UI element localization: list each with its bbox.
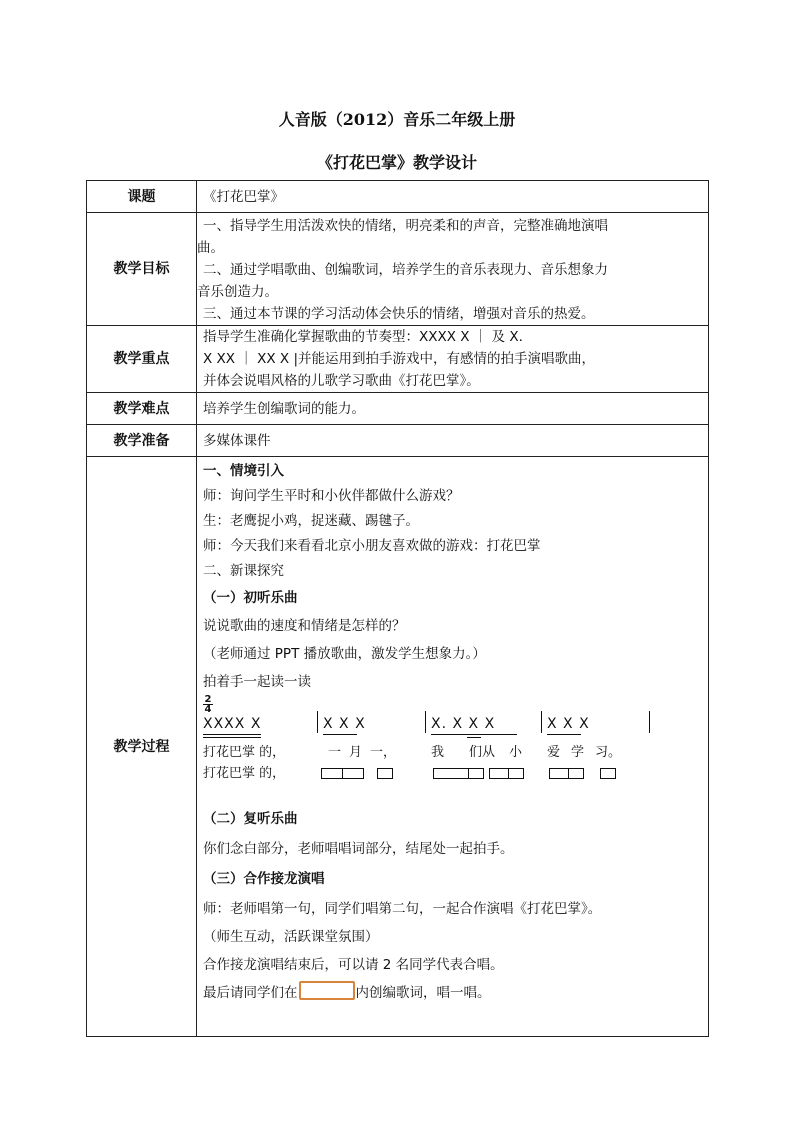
lyric: 打花巴掌 的， [203, 745, 286, 760]
label-key: 教学重点 [87, 326, 197, 393]
document-title: 人音版（2012）音乐二年级上册 [278, 110, 516, 129]
underline-beam [431, 734, 517, 735]
lyric: 打花巴掌 的， [203, 766, 286, 781]
value-key [197, 326, 709, 393]
lyric: 们从 [469, 745, 496, 760]
bar-line [649, 711, 650, 733]
value-difficulty: 培养学生创编歌词的能力。 [197, 393, 709, 425]
process-line: 生：老鹰捉小鸡，捉迷藏、踢毽子。 [203, 513, 419, 529]
blank-box [342, 768, 364, 779]
goal-line: 三、通过本节课的学习活动体会快乐的情绪，增强对音乐的热爱。 [203, 306, 595, 322]
process-line-final [203, 981, 702, 1006]
subsection-heading: （二）复听乐曲 [203, 811, 298, 827]
lyric: 学 [571, 745, 585, 760]
blank-box [549, 768, 569, 779]
key-line: 指导学生准确化掌握歌曲的节奏型：XXXX X ｜ 及 X. [203, 329, 523, 345]
final-text-start: 最后请同学们在 [203, 985, 298, 1001]
value-prep: 多媒体课件 [197, 425, 709, 457]
blank-box [433, 768, 469, 779]
lyric-blank-box [299, 981, 355, 1000]
label-process: 教学过程 [87, 457, 197, 1037]
label-difficulty: 教学难点 [87, 393, 197, 425]
subsection-heading: （一）初听乐曲 [203, 590, 298, 606]
value-process [197, 457, 709, 1037]
lyric: 我 [431, 745, 445, 760]
process-line: （师生互动，活跃课堂氛围） [203, 929, 379, 945]
goal-line: 音乐创造力。 [197, 284, 278, 300]
process-line: 说说歌曲的速度和情绪是怎样的？ [203, 618, 406, 634]
measure-2: X X X [323, 716, 366, 732]
blank-box [600, 768, 616, 779]
blank-box [489, 768, 509, 779]
underline-beam [323, 734, 357, 735]
process-line: 拍着手一起读一读 [203, 674, 311, 690]
document-subtitle: 《打花巴掌》教学设计 [316, 153, 477, 172]
blank-box [468, 768, 484, 779]
measure-1: XXXX X [203, 716, 262, 732]
row-difficulty [87, 393, 709, 425]
blank-box [321, 768, 343, 779]
goal-line: 二、通过学唱歌曲、创编歌词，培养学生的音乐表现力、音乐想象力 [203, 262, 608, 278]
measure-4: X X X [547, 716, 590, 732]
time-sig-top: 2 [204, 694, 212, 705]
blank-box [508, 768, 524, 779]
process-line: 师：老师唱第一句，同学们唱第二句，一起合作演唱《打花巴掌》。 [203, 901, 602, 917]
underline-beam [547, 734, 581, 735]
process-line: 师：今天我们来看看北京小朋友喜欢做的游戏：打花巴掌 [203, 538, 541, 554]
final-text-end: 内创编歌词，唱一唱。 [355, 985, 491, 1001]
subsection-heading: （三）合作接龙演唱 [203, 871, 325, 887]
process-line: 合作接龙演唱结束后，可以请 2 名同学代表合唱。 [203, 957, 504, 973]
lyric: 爱 [547, 745, 561, 760]
bar-line [541, 711, 542, 733]
lyric: 一， [370, 745, 397, 760]
key-line: 并体会说唱风格的儿歌学习歌曲《打花巴掌》。 [203, 373, 480, 389]
row-goals [87, 213, 709, 326]
label-prep: 教学准备 [87, 425, 197, 457]
underline-beam [467, 737, 481, 738]
lyric: 小 [509, 745, 523, 760]
blank-box [377, 768, 393, 779]
row-process [87, 457, 709, 1037]
lyric: 习。 [595, 745, 622, 760]
label-topic: 课题 [87, 181, 197, 213]
lyric: 月 [349, 745, 363, 760]
process-line: （老师通过 PPT 播放歌曲，激发学生想象力。） [203, 646, 486, 662]
value-goals [197, 213, 709, 326]
rhythm-score [203, 695, 702, 807]
process-line: 师：询问学生平时和小伙伴都做什么游戏？ [203, 488, 460, 504]
process-line: 你们念白部分，老师唱唱词部分，结尾处一起拍手。 [203, 841, 514, 857]
value-topic: 《打花巴掌》 [197, 181, 709, 213]
row-prep [87, 425, 709, 457]
label-goals: 教学目标 [87, 213, 197, 326]
lyric: 一 [328, 745, 342, 760]
time-signature [203, 695, 213, 714]
key-line: X XX ｜ XX X |并能运用到拍手游戏中，有感情的拍手演唱歌曲， [203, 351, 595, 367]
goal-line: 一、指导学生用活泼欢快的情绪，明亮柔和的声音，完整准确地演唱 [203, 218, 608, 234]
time-sig-bottom: 4 [204, 704, 212, 715]
goal-line: 曲。 [197, 240, 224, 256]
row-topic [87, 181, 709, 213]
underline-beam [203, 737, 261, 738]
measure-3: X. X X X [431, 716, 496, 732]
lesson-plan-table [86, 180, 709, 1037]
underline-beam [203, 734, 261, 735]
row-key [87, 326, 709, 393]
section-heading: 二、新课探究 [203, 563, 284, 579]
blank-box [568, 768, 584, 779]
bar-line [425, 711, 426, 733]
bar-line [317, 711, 318, 733]
section-heading: 一、情境引入 [203, 463, 284, 479]
